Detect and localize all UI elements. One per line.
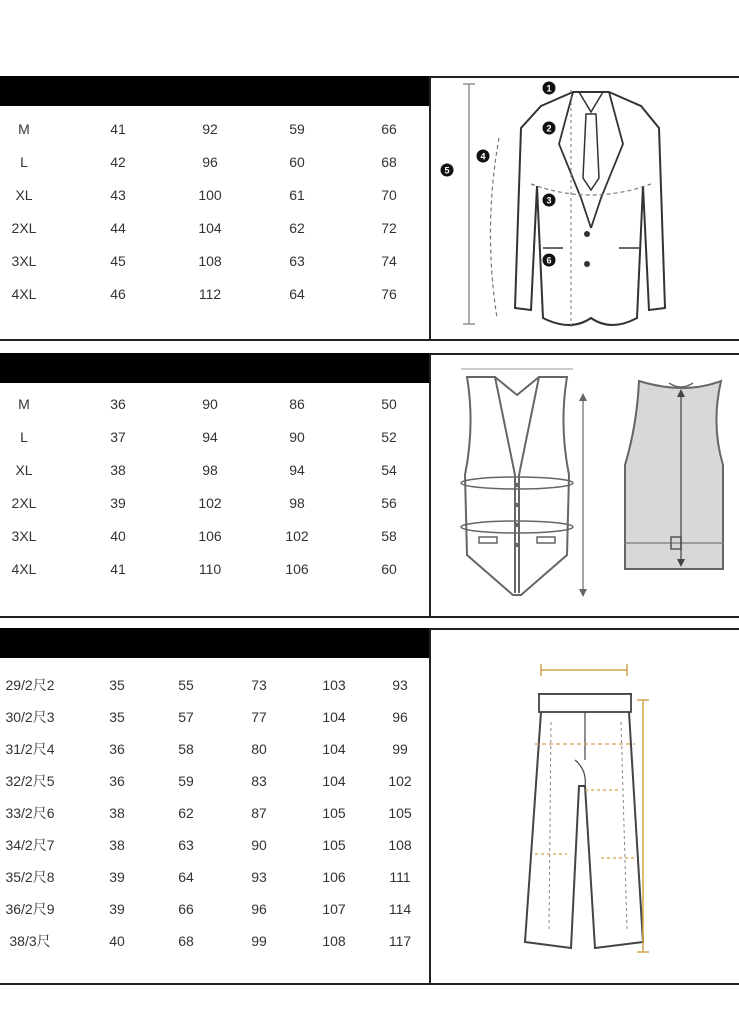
pants-cell: 29/2尺2	[5, 677, 55, 693]
pants-cell: 106	[322, 869, 346, 885]
vest-cell: 94	[289, 462, 305, 478]
pants-row	[0, 733, 429, 766]
jacket-row	[0, 113, 429, 146]
pants-cell: 80	[251, 741, 267, 757]
pants-cell: 111	[389, 869, 411, 885]
pants-row	[0, 701, 429, 734]
pants-cell: 38	[109, 837, 125, 853]
jacket-cell: 72	[381, 220, 397, 236]
jacket-cell: L	[20, 154, 28, 170]
pants-cell: 62	[178, 805, 194, 821]
pants-cell: 59	[178, 773, 194, 789]
pants-cell: 114	[388, 901, 412, 917]
jacket-cell: 63	[289, 253, 305, 269]
vest-cell: L	[20, 429, 28, 445]
marker-label-6: 6	[546, 255, 552, 266]
marker-label-5: 5	[444, 165, 450, 176]
jacket-cell: 62	[289, 220, 305, 236]
jacket-cell: 61	[289, 187, 305, 203]
pants-cell: 55	[178, 677, 194, 693]
jacket-row	[0, 179, 429, 212]
jacket-cell: 104	[198, 220, 222, 236]
pants-row	[0, 797, 429, 830]
vest-cell: 94	[202, 429, 218, 445]
vest-cell: 38	[110, 462, 126, 478]
vest-cell: 52	[381, 429, 397, 445]
jacket-cell: 76	[381, 286, 397, 302]
vest-row	[0, 421, 429, 454]
vest-cell: XL	[15, 462, 33, 478]
vest-cell: 36	[110, 396, 126, 412]
pants-cell: 34/2尺7	[5, 837, 55, 853]
jacket-cell: 68	[381, 154, 397, 170]
pants-cell: 108	[388, 837, 412, 853]
pants-cell: 99	[251, 933, 267, 949]
vest-cell: 98	[289, 495, 305, 511]
pants-cell: 73	[251, 677, 267, 693]
vest-row	[0, 454, 429, 487]
pants-row	[0, 829, 429, 862]
pants-row	[0, 669, 429, 702]
pants-row	[0, 765, 429, 798]
vest-cell: 40	[110, 528, 126, 544]
vest-section	[0, 353, 739, 618]
vest-cell: 2XL	[11, 495, 37, 511]
pants-cell: 30/2尺3	[5, 709, 55, 725]
vest-cell: 86	[289, 396, 305, 412]
marker-label-2: 2	[546, 123, 552, 134]
pants-cell: 63	[178, 837, 194, 853]
vest-cell: 102	[285, 528, 309, 544]
vest-cell: 106	[285, 561, 309, 577]
vest-cell: 39	[110, 495, 126, 511]
pants-cell: 35/2尺8	[5, 869, 55, 885]
pants-cell: 40	[109, 933, 125, 949]
pants-cell: 64	[178, 869, 194, 885]
pants-cell: 99	[392, 741, 408, 757]
marker-label-4: 4	[480, 151, 486, 162]
pants-cell: 36	[109, 773, 125, 789]
jacket-row	[0, 212, 429, 245]
marker-label-1: 1	[546, 83, 552, 94]
jacket-diagram	[431, 78, 739, 339]
jacket-cell: 66	[381, 121, 397, 137]
pants-cell: 35	[109, 677, 125, 693]
pants-cell: 35	[109, 709, 125, 725]
jacket-cell: 70	[381, 187, 397, 203]
pants-diagram	[431, 630, 739, 983]
pants-cell: 104	[322, 773, 346, 789]
pants-cell: 96	[251, 901, 267, 917]
pants-row	[0, 861, 429, 894]
pants-cell: 36	[109, 741, 125, 757]
vest-cell: 90	[202, 396, 218, 412]
jacket-cell: 108	[198, 253, 222, 269]
jacket-row	[0, 146, 429, 179]
jacket-cell: 96	[202, 154, 218, 170]
vest-cell: 106	[198, 528, 222, 544]
pants-cell: 39	[109, 869, 125, 885]
pants-cell: 83	[251, 773, 267, 789]
pants-cell: 31/2尺4	[5, 741, 55, 757]
vest-cell: 41	[110, 561, 126, 577]
jacket-cell: 42	[110, 154, 126, 170]
vest-cell: 4XL	[11, 561, 37, 577]
jacket-table-header	[0, 76, 429, 106]
pants-cell: 104	[322, 709, 346, 725]
pants-cell: 93	[251, 869, 267, 885]
pants-cell: 38/3尺	[9, 933, 51, 949]
jacket-cell: 60	[289, 154, 305, 170]
jacket-row	[0, 278, 429, 311]
vest-cell: 56	[381, 495, 397, 511]
vest-row	[0, 487, 429, 520]
vest-cell: 102	[198, 495, 222, 511]
jacket-cell: 74	[381, 253, 397, 269]
pants-cell: 93	[392, 677, 408, 693]
vest-cell: 90	[289, 429, 305, 445]
pants-cell: 90	[251, 837, 267, 853]
vest-cell: 110	[198, 561, 222, 577]
vest-row	[0, 388, 429, 421]
pants-cell: 39	[109, 901, 125, 917]
pants-cell: 87	[251, 805, 267, 821]
vest-cell: 37	[110, 429, 126, 445]
jacket-cell: 41	[110, 121, 126, 137]
pants-cell: 66	[178, 901, 194, 917]
pants-cell: 108	[322, 933, 346, 949]
pants-cell: 105	[322, 837, 346, 853]
pants-cell: 96	[392, 709, 408, 725]
pants-cell: 33/2尺6	[5, 805, 55, 821]
vest-cell: 98	[202, 462, 218, 478]
vest-cell: M	[18, 396, 30, 412]
pants-cell: 105	[322, 805, 346, 821]
jacket-cell: 43	[110, 187, 126, 203]
jacket-cell: 44	[110, 220, 126, 236]
vest-row	[0, 520, 429, 553]
pants-cell: 117	[388, 933, 412, 949]
vest-table-header	[0, 353, 429, 383]
jacket-cell: M	[18, 121, 30, 137]
vest-cell: 58	[381, 528, 397, 544]
jacket-row	[0, 245, 429, 278]
marker-label-3: 3	[546, 195, 552, 206]
pants-cell: 103	[322, 677, 346, 693]
jacket-cell: 92	[202, 121, 218, 137]
jacket-cell: 59	[289, 121, 305, 137]
vest-cell: 50	[381, 396, 397, 412]
jacket-cell: 4XL	[11, 286, 37, 302]
pants-section	[0, 628, 739, 985]
pants-cell: 68	[178, 933, 194, 949]
vest-cell: 54	[381, 462, 397, 478]
pants-cell: 105	[388, 805, 412, 821]
vest-row	[0, 553, 429, 586]
pants-cell: 58	[178, 741, 194, 757]
vest-cell: 60	[381, 561, 397, 577]
jacket-cell: 45	[110, 253, 126, 269]
pants-cell: 36/2尺9	[5, 901, 55, 917]
jacket-cell: 112	[198, 286, 222, 302]
jacket-cell: 2XL	[11, 220, 37, 236]
pants-cell: 32/2尺5	[5, 773, 55, 789]
pants-cell: 102	[388, 773, 412, 789]
pants-cell: 107	[322, 901, 346, 917]
pants-row	[0, 925, 429, 958]
vest-diagram	[431, 355, 739, 616]
pants-cell: 38	[109, 805, 125, 821]
jacket-cell: 100	[198, 187, 222, 203]
pants-cell: 57	[178, 709, 194, 725]
pants-cell: 104	[322, 741, 346, 757]
pants-cell: 77	[251, 709, 267, 725]
jacket-cell: 46	[110, 286, 126, 302]
pants-table-header	[0, 628, 429, 658]
pants-row	[0, 893, 429, 926]
jacket-cell: XL	[15, 187, 33, 203]
jacket-cell: 3XL	[11, 253, 37, 269]
jacket-section	[0, 76, 739, 341]
jacket-cell: 64	[289, 286, 305, 302]
vest-cell: 3XL	[11, 528, 37, 544]
